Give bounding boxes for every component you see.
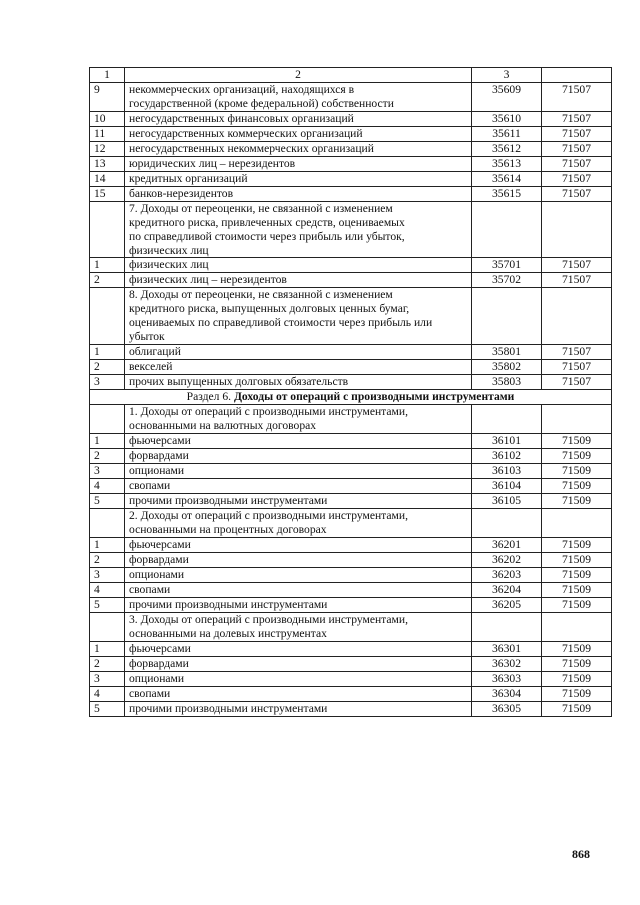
account-code: 35801 <box>472 345 542 360</box>
account-table <box>89 67 612 717</box>
row-label: векселей <box>125 360 472 375</box>
row-label: фьючерсами <box>125 537 472 552</box>
row-label: прочих выпущенных долговых обязательств <box>125 375 472 390</box>
linked-account: 71509 <box>542 597 612 612</box>
account-code: 36301 <box>472 641 542 656</box>
row-number: 4 <box>90 478 125 493</box>
row-label: фьючерсами <box>125 433 472 448</box>
table-body <box>90 68 612 717</box>
row-number: 1 <box>90 258 125 273</box>
row-number: 5 <box>90 493 125 508</box>
linked-account: 71507 <box>542 375 612 390</box>
row-number: 11 <box>90 126 125 141</box>
account-code: 36105 <box>472 493 542 508</box>
table-row <box>90 433 612 448</box>
row-label: негосударственных финансовых организаций <box>125 111 472 126</box>
account-code: 36103 <box>472 463 542 478</box>
header-col-4 <box>542 68 612 83</box>
row-number: 1 <box>90 641 125 656</box>
group-heading-row <box>90 508 612 537</box>
linked-account: 71509 <box>542 641 612 656</box>
linked-account <box>542 612 612 641</box>
table-row <box>90 360 612 375</box>
account-code: 36205 <box>472 597 542 612</box>
table-row <box>90 273 612 288</box>
row-number: 2 <box>90 360 125 375</box>
account-code: 36102 <box>472 448 542 463</box>
table-row <box>90 567 612 582</box>
linked-account: 71507 <box>542 156 612 171</box>
table-row <box>90 141 612 156</box>
table-row <box>90 258 612 273</box>
linked-account: 71509 <box>542 671 612 686</box>
linked-account: 71507 <box>542 83 612 112</box>
account-code: 35614 <box>472 171 542 186</box>
row-label: 7. Доходы от переоценки, не связанной с изменением кредитного риска, привлеченных средств, оцениваемых по справедливой стоимости через прибыль или убыток, физических лиц <box>125 201 472 258</box>
row-number: 1 <box>90 537 125 552</box>
group-heading-row <box>90 612 612 641</box>
row-label: физических лиц – нерезидентов <box>125 273 472 288</box>
row-number <box>90 612 125 641</box>
row-number: 1 <box>90 345 125 360</box>
linked-account: 71507 <box>542 126 612 141</box>
row-number <box>90 405 125 434</box>
row-label: опционами <box>125 671 472 686</box>
linked-account: 71509 <box>542 433 612 448</box>
linked-account <box>542 288 612 345</box>
table-row <box>90 463 612 478</box>
row-label: негосударственных коммерческих организаций <box>125 126 472 141</box>
account-code: 36302 <box>472 656 542 671</box>
header-col-3: 3 <box>472 68 542 83</box>
row-number: 2 <box>90 656 125 671</box>
page-number: 868 <box>572 847 590 861</box>
row-label: 1. Доходы от операций с производными инструментами, основанными на валютных договорах <box>125 405 472 434</box>
linked-account: 71509 <box>542 582 612 597</box>
table-row <box>90 186 612 201</box>
linked-account: 71509 <box>542 567 612 582</box>
section-title: Доходы от операций с производными инструментами <box>233 390 515 404</box>
linked-account: 71509 <box>542 686 612 701</box>
account-code: 36204 <box>472 582 542 597</box>
table-row <box>90 126 612 141</box>
account-code: 35702 <box>472 273 542 288</box>
row-number: 2 <box>90 273 125 288</box>
row-label: свопами <box>125 686 472 701</box>
row-number: 1 <box>90 433 125 448</box>
account-code: 35803 <box>472 375 542 390</box>
account-code: 36305 <box>472 701 542 716</box>
account-code: 36101 <box>472 433 542 448</box>
table-row <box>90 111 612 126</box>
row-label: физических лиц <box>125 258 472 273</box>
account-code: 36203 <box>472 567 542 582</box>
row-number: 3 <box>90 463 125 478</box>
account-code <box>472 288 542 345</box>
row-number: 3 <box>90 375 125 390</box>
table-row <box>90 537 612 552</box>
account-code: 35615 <box>472 186 542 201</box>
row-number: 10 <box>90 111 125 126</box>
row-label: 3. Доходы от операций с производными инструментами, основанными на долевых инструментах <box>125 612 472 641</box>
row-label: форвардами <box>125 656 472 671</box>
linked-account: 71509 <box>542 656 612 671</box>
account-code: 35609 <box>472 83 542 112</box>
section-heading <box>90 390 612 405</box>
linked-account <box>542 508 612 537</box>
row-label: юридических лиц – нерезидентов <box>125 156 472 171</box>
group-heading-row <box>90 201 612 258</box>
account-code: 36304 <box>472 686 542 701</box>
header-col-2: 2 <box>125 68 472 83</box>
account-code <box>472 508 542 537</box>
table-row <box>90 478 612 493</box>
row-label: фьючерсами <box>125 641 472 656</box>
section-heading-row <box>90 390 612 405</box>
linked-account: 71507 <box>542 345 612 360</box>
row-label: прочими производными инструментами <box>125 597 472 612</box>
row-label: некоммерческих организаций, находящихся в государственной (кроме федеральной) собственности <box>125 83 472 112</box>
linked-account: 71509 <box>542 552 612 567</box>
linked-account: 71507 <box>542 111 612 126</box>
row-number: 3 <box>90 671 125 686</box>
row-number: 4 <box>90 686 125 701</box>
row-number: 4 <box>90 582 125 597</box>
table-row <box>90 686 612 701</box>
table-row <box>90 345 612 360</box>
table-row <box>90 171 612 186</box>
row-label: прочими производными инструментами <box>125 493 472 508</box>
group-heading-row <box>90 288 612 345</box>
row-label: кредитных организаций <box>125 171 472 186</box>
account-code: 35701 <box>472 258 542 273</box>
row-label: 2. Доходы от операций с производными инструментами, основанными на процентных договорах <box>125 508 472 537</box>
linked-account: 71507 <box>542 258 612 273</box>
row-label: форвардами <box>125 448 472 463</box>
row-label: банков-нерезидентов <box>125 186 472 201</box>
row-number <box>90 508 125 537</box>
account-code: 36201 <box>472 537 542 552</box>
table-row <box>90 448 612 463</box>
row-label: свопами <box>125 478 472 493</box>
linked-account: 71509 <box>542 463 612 478</box>
table-row <box>90 641 612 656</box>
row-label: опционами <box>125 463 472 478</box>
table-row <box>90 582 612 597</box>
table-row <box>90 552 612 567</box>
header-row <box>90 68 612 83</box>
linked-account: 71509 <box>542 478 612 493</box>
table-row <box>90 83 612 112</box>
linked-account: 71507 <box>542 186 612 201</box>
account-code: 35612 <box>472 141 542 156</box>
table-row <box>90 156 612 171</box>
group-heading-row <box>90 405 612 434</box>
linked-account <box>542 201 612 258</box>
row-number: 3 <box>90 567 125 582</box>
table-row <box>90 656 612 671</box>
row-label: прочими производными инструментами <box>125 701 472 716</box>
row-number <box>90 201 125 258</box>
linked-account: 71507 <box>542 171 612 186</box>
row-number: 13 <box>90 156 125 171</box>
account-code <box>472 405 542 434</box>
row-number: 14 <box>90 171 125 186</box>
row-number: 12 <box>90 141 125 156</box>
linked-account: 71509 <box>542 537 612 552</box>
linked-account: 71507 <box>542 360 612 375</box>
account-code <box>472 201 542 258</box>
account-code: 35611 <box>472 126 542 141</box>
table-row <box>90 375 612 390</box>
row-number: 5 <box>90 597 125 612</box>
row-number: 5 <box>90 701 125 716</box>
account-code: 36104 <box>472 478 542 493</box>
linked-account: 71509 <box>542 493 612 508</box>
account-code: 35613 <box>472 156 542 171</box>
table-row <box>90 597 612 612</box>
linked-account: 71507 <box>542 273 612 288</box>
table-row <box>90 671 612 686</box>
header-col-1: 1 <box>90 68 125 83</box>
linked-account: 71507 <box>542 141 612 156</box>
section-prefix: Раздел 6. <box>186 390 234 404</box>
row-number: 2 <box>90 552 125 567</box>
table-row <box>90 701 612 716</box>
account-code: 35610 <box>472 111 542 126</box>
row-number: 9 <box>90 83 125 112</box>
row-label: опционами <box>125 567 472 582</box>
account-code: 35802 <box>472 360 542 375</box>
row-number: 15 <box>90 186 125 201</box>
linked-account: 71509 <box>542 448 612 463</box>
row-label: свопами <box>125 582 472 597</box>
table-row <box>90 493 612 508</box>
row-label: негосударственных некоммерческих организаций <box>125 141 472 156</box>
row-label: форвардами <box>125 552 472 567</box>
row-number: 2 <box>90 448 125 463</box>
linked-account: 71509 <box>542 701 612 716</box>
row-label: облигаций <box>125 345 472 360</box>
account-code <box>472 612 542 641</box>
account-code: 36303 <box>472 671 542 686</box>
linked-account <box>542 405 612 434</box>
account-code: 36202 <box>472 552 542 567</box>
row-number <box>90 288 125 345</box>
row-label: 8. Доходы от переоценки, не связанной с изменением кредитного риска, выпущенных долговых ценных бумаг, оцениваемых по справедливой стоимости через прибыль или убыток <box>125 288 472 345</box>
